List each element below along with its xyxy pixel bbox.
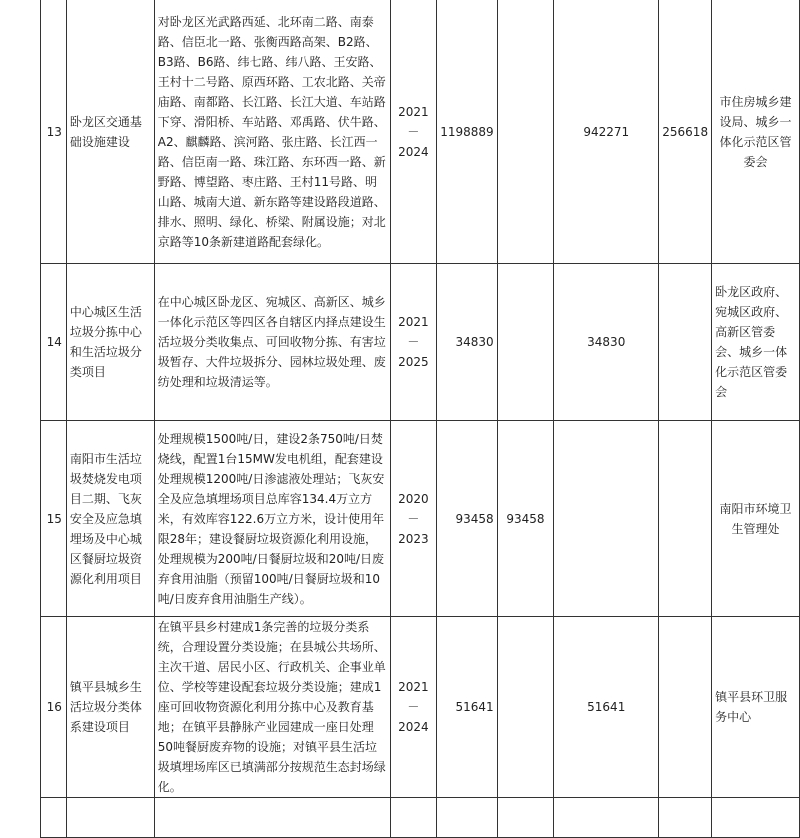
table-row	[41, 0, 800, 264]
total-investment: 34830	[437, 264, 497, 421]
project-name: 卧龙区交通基础设施建设	[66, 0, 154, 264]
project-years: 2021－2024	[390, 617, 437, 798]
responsible-dept: 南阳市环境卫生管理处	[712, 421, 800, 617]
responsible-dept: 镇平县环卫服务中心	[712, 617, 800, 798]
project-name: 南阳市生活垃圾焚烧发电项目二期、飞灰安全及应急填埋场及中心城区餐厨垃圾资源化利用项目	[66, 421, 154, 617]
investment-col-b: 34830	[554, 264, 659, 421]
project-years: 2021－2024	[390, 0, 437, 264]
table-row-partial	[41, 798, 800, 838]
responsible-dept: 市住房城乡建设局、城乡一体化示范区管委会	[712, 0, 800, 264]
investment-col-c	[659, 264, 712, 421]
investment-col-c: 256618	[659, 0, 712, 264]
investment-col-a: 93458	[497, 421, 554, 617]
project-content: 在中心城区卧龙区、宛城区、高新区、城乡一体化示范区等四区各自辖区内择点建设生活垃圾分类收集点、可回收物分拣、有害垃圾暂存、大件垃圾拆分、园林垃圾处理、废纺处理和垃圾清运等。	[154, 264, 390, 421]
total-investment: 51641	[437, 617, 497, 798]
investment-col-c	[659, 421, 712, 617]
table-row	[41, 617, 800, 798]
investment-col-c	[659, 617, 712, 798]
investment-col-a	[497, 264, 554, 421]
row-number: 15	[41, 421, 67, 617]
project-name: 镇平县城乡生活垃圾分类体系建设项目	[66, 617, 154, 798]
responsible-dept: 卧龙区政府、宛城区政府、高新区管委会、城乡一体化示范区管委会	[712, 264, 800, 421]
investment-col-b	[554, 421, 659, 617]
project-years: 2021－2025	[390, 264, 437, 421]
investment-col-a	[497, 617, 554, 798]
investment-col-a	[497, 0, 554, 264]
table-row	[41, 421, 800, 617]
total-investment: 1198889	[437, 0, 497, 264]
project-content: 在镇平县乡村建成1条完善的垃圾分类系统，合理设置分类设施；在县城公共场所、主次干道、居民小区、行政机关、企事业单位、学校等建设配套垃圾分类设施；建成1座可回收物资源化利用分拣中心及教育基地；在镇平县静脉产业园建成一座日处理50吨餐厨废弃物的设施；对镇平县生活垃圾填埋场库区已填满部分按规范生态封场绿化。	[154, 617, 390, 798]
total-investment: 93458	[437, 421, 497, 617]
project-content: 对卧龙区光武路西延、北环南二路、南泰路、信臣北一路、张衡西路高架、B2路、B3路、B6路、纬七路、纬八路、王安路、王村十二号路、原西环路、工农北路、关帝庙路、南都路、长江路、长江大道、车站路下穿、滑阳桥、车站路、邓禹路、伏牛路、A2、麒麟路、滨河路、张庄路、长江西一路、信臣南一路、珠江路、东环西一路、新野路、博望路、枣庄路、王村11号路、明山路、城南大道、新东路等建设路段道路、排水、照明、绿化、桥梁、附属设施；对北京路等10条新建道路配套绿化。	[154, 0, 390, 264]
project-content: 处理规模1500吨/日，建设2条750吨/日焚烧线，配置1台15MW发电机组，配套建设处理规模1200吨/日渗滤液处理站；飞灰安全及应急填埋场项目总库容134.4万立方米，有效库容122.6万立方米，设计使用年限28年；建设餐厨垃圾资源化利用设施，处理规模为200吨/日餐厨垃圾和20吨/日废弃食用油脂（预留100吨/日餐厨垃圾和10吨/日废弃食用油脂生产线）。	[154, 421, 390, 617]
row-number: 13	[41, 0, 67, 264]
investment-col-b: 51641	[554, 617, 659, 798]
project-years: 2020－2023	[390, 421, 437, 617]
table-row	[41, 264, 800, 421]
project-name: 中心城区生活垃圾分拣中心和生活垃圾分类项目	[66, 264, 154, 421]
row-number: 14	[41, 264, 67, 421]
row-number: 16	[41, 617, 67, 798]
project-table	[40, 0, 800, 838]
investment-col-b: 942271	[554, 0, 659, 264]
